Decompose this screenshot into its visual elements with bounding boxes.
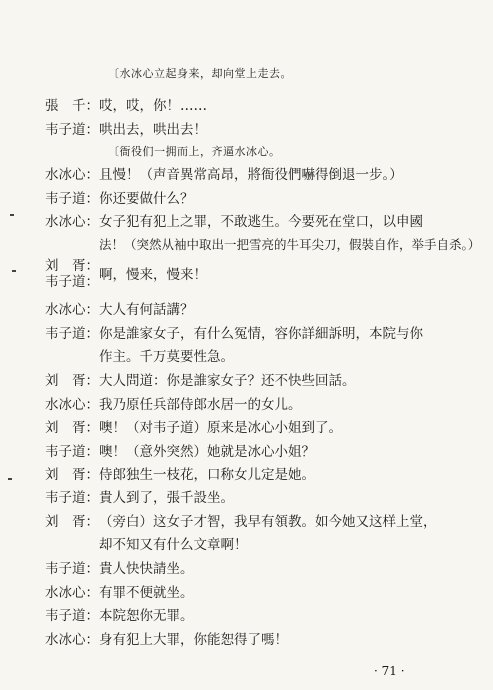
dialogue-line xyxy=(45,560,475,578)
dialogue-text: 噢！（意外突然）她就是冰心小姐？ xyxy=(99,444,315,460)
dialogue-text: 作主。千万莫要性急。 xyxy=(99,349,234,365)
dialogue-text: 我乃原任兵部侍郎水居一的女儿。 xyxy=(99,397,302,413)
speaker-name: 刘 胥： xyxy=(45,467,99,483)
speaker-name: 水冰心： xyxy=(45,167,99,183)
dialogue-text: 身有犯上大罪，你能恕得了嗎！ xyxy=(99,632,288,648)
dialogue-text: 本院恕你无罪。 xyxy=(99,608,194,624)
dialogue-text: 女子犯有犯上之罪，不敢逃生。今要死在堂口，以申國 xyxy=(99,214,423,230)
dialogue-line xyxy=(45,190,475,208)
speaker-name: 張 千： xyxy=(45,98,99,114)
speaker-name: 韦子道： xyxy=(45,191,99,207)
dialogue-line xyxy=(45,266,475,284)
speaker-name: 韦子道： xyxy=(45,608,99,624)
dialogue-line-continued xyxy=(45,236,481,254)
speaker-name: 水冰心： xyxy=(45,302,99,318)
speaker-name: 刘 胥： xyxy=(45,420,99,436)
dialogue-line-continued xyxy=(45,348,475,366)
stage-direction: 〔水冰心立起身来，却向堂上走去。 xyxy=(108,67,292,80)
dialogue-line xyxy=(45,443,475,461)
page-number: · 71 · xyxy=(374,664,405,678)
dialogue-line xyxy=(45,513,475,531)
dialogue-text: 侍郎独生一枝花，口称女儿定是她。 xyxy=(99,467,315,483)
dialogue-text: 你是誰家女子，有什么冤情，容你詳細訴明，本院与你 xyxy=(99,326,423,342)
dialogue-line xyxy=(45,213,475,231)
dialogue-text: 哄出去，哄出去！ xyxy=(99,122,207,138)
dialogue-text: 大人有何話講？ xyxy=(99,302,194,318)
scan-speck xyxy=(10,214,14,216)
speaker-name: 韦子道： xyxy=(45,561,99,577)
scan-speck xyxy=(8,478,12,480)
dialogue-line xyxy=(45,607,475,625)
dialogue-text: 噢！（对韦子道）原来是冰心小姐到了。 xyxy=(99,420,342,436)
dialogue-text: 貴人到了，張千設坐。 xyxy=(99,490,234,506)
dialogue-text: （旁白）这女子才智，我早有領教。如今她又这样上堂， xyxy=(99,514,437,530)
dialogue-text: 法！（突然从袖中取出一把雪亮的牛耳尖刀，假裝自作，举手自杀。） xyxy=(99,237,481,252)
dialogue-line xyxy=(45,466,475,484)
dialogue-line xyxy=(45,489,475,507)
dialogue-text: 哎，哎，你！…… xyxy=(99,98,207,114)
dialogue-line xyxy=(45,301,475,319)
dialogue-line xyxy=(45,396,475,414)
scan-speck xyxy=(12,270,16,272)
dialogue-text: 啊，慢来，慢来！ xyxy=(99,267,207,283)
speaker-name: 韦子道： xyxy=(45,122,99,138)
speaker-name: 韦子道： xyxy=(45,326,99,342)
speaker-name: 水冰心： xyxy=(45,397,99,413)
dialogue-text: 有罪不便就坐。 xyxy=(99,585,194,601)
dialogue-text: 大人問道：你是誰家女子？还不快些回話。 xyxy=(99,373,356,389)
speaker-name: 刘 胥： xyxy=(45,514,99,530)
dialogue-line xyxy=(45,631,475,649)
dialogue-line xyxy=(45,419,475,437)
dialogue-text: 且慢！（声音異常高昂，將衙役們嚇得倒退一步。） xyxy=(99,167,403,183)
dialogue-line xyxy=(45,97,475,115)
speaker-name: 水冰心： xyxy=(45,632,99,648)
stage-direction: 〔衙役们一拥而上，齐逼水冰心。 xyxy=(108,145,281,158)
speaker-name: 水冰心： xyxy=(45,585,99,601)
speaker-name: 水冰心： xyxy=(45,214,99,230)
dialogue-line-continued xyxy=(45,536,475,554)
dialogue-line xyxy=(45,166,475,184)
speaker-name: 韦子道： xyxy=(45,274,99,290)
speaker-name: 刘 胥： xyxy=(45,258,99,274)
dialogue-text: 貴人快快請坐。 xyxy=(99,561,194,577)
speaker-name: 韦子道： xyxy=(45,490,99,506)
dialogue-line xyxy=(45,372,475,390)
dialogue-line xyxy=(45,584,475,602)
dialogue-line xyxy=(45,121,475,139)
dialogue-text: 你还要做什么？ xyxy=(99,191,194,207)
dialogue-text: 却不知又有什么文章啊！ xyxy=(99,537,248,553)
speaker-name: 韦子道： xyxy=(45,444,99,460)
speaker-name: 刘 胥： xyxy=(45,373,99,389)
dialogue-line xyxy=(45,325,475,343)
